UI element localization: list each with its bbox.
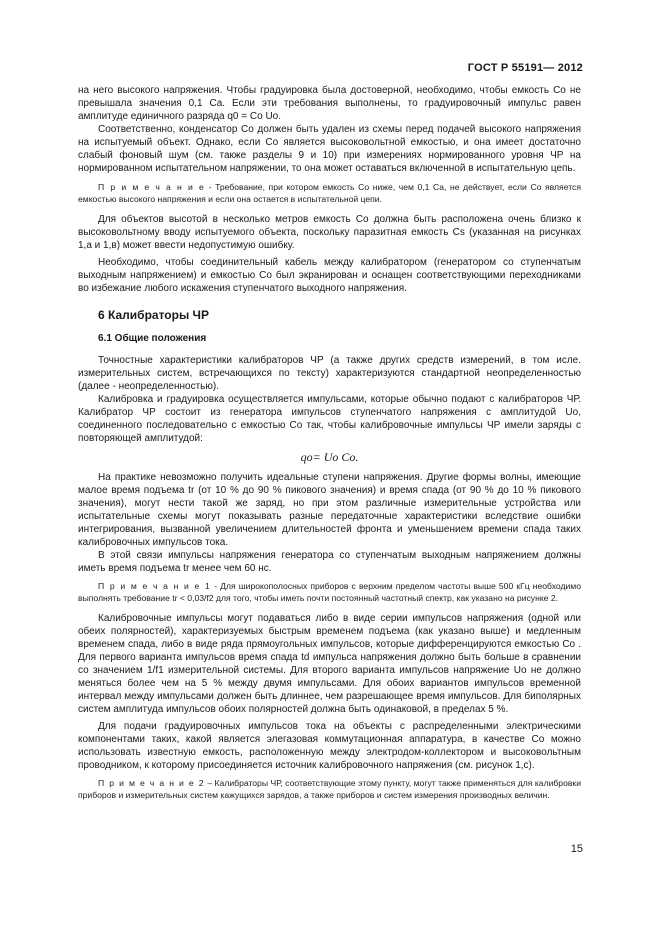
- note-label: П р и м е ч а н и е 2: [98, 778, 205, 788]
- paragraph: Точностные характеристики калибраторов ЧР (а также других средств измерений, в том исле. измерительных систем, встречающихся по тексту) характеризуются стандартной неопределенностью (далее - неопределенностью).: [78, 355, 581, 392]
- note: [78, 778, 581, 801]
- page-number: 15: [570, 843, 583, 855]
- paragraph: Необходимо, чтобы соединительный кабель между калибратором (генератором со ступенчатым выходным напряжением) и емкостью Cо был экранирован и оснащен соответствующими переходниками во избежание любого искажения ступенчатого выходного напряжения.: [78, 257, 581, 294]
- note-text: - Требование, при котором емкость Co ниже, чем 0,1 Ca, не действует, если Co является емкостью высокого напряжения и если она остается в испытательной цепи.: [78, 182, 581, 204]
- note-text: – Калибраторы ЧР, соответствующие этому пункту, могут также применяться для калибровки приборов и измерительных систем кажущихся зарядов, а также приборов и систем измерения производных величин.: [78, 778, 581, 800]
- note-label: П р и м е ч а н и е 1: [98, 581, 212, 591]
- formula: qо= Uо Cо.: [300, 450, 359, 464]
- note: [78, 581, 581, 604]
- standard-header: ГОСТ Р 55191— 2012: [467, 62, 583, 74]
- paragraph: на него высокого напряжения. Чтобы градуировка была достоверной, необходимо, чтобы емкость Cо не превышала значения 0,1 Cа. Если эти требования выполнены, то градуировочный импульс равен амплитуде единичного разряда q0 = Cо Uо.: [78, 85, 581, 122]
- paragraph: Для объектов высотой в несколько метров емкость Cо должна быть расположена очень близко к высоковольтному вводу испытуемого объекта, поскольку паразитная емкость Cs (указанная на рисунках 1,а и 1,в) может ввести недопустимую ошибку.: [78, 214, 581, 251]
- note: [78, 182, 581, 205]
- paragraph: Калибровка и градуировка осуществляется импульсами, которые обычно подают с калибраторов ЧР. Калибратор ЧР состоит из генератора импульсов ступенчатого напряжения с амплитудой Uо, соединенного последовательно с емкостью Cо так, чтобы калибровочные импульсы ЧР имели заряды с повторяющей амплитудой:: [78, 394, 581, 444]
- paragraph: В этой связи импульсы напряжения генератора со ступенчатым выходным напряжением должны иметь время подъема tr менее чем 60 нс.: [78, 550, 581, 574]
- section-title: 6 Калибраторы ЧР: [98, 308, 209, 322]
- paragraph: Калибровочные импульсы могут подаваться либо в виде серии импульсов напряжения (одной или обеих полярностей), характеризуемых быстрым временем подъема (как указано выше) и медленным временем спада, либо в виде ряда прямоугольных импульсов, которые дифференцируются емкостью Cо . Для первого варианта импульсов время спада td импульса напряжения должно быть больше в сравнении со значением 1/f1 измерительной системы. Для второго варианта импульсов напряжение Uо не должно меняться более чем на 5 % между двумя импульсами. Для обоих вариантов импульсов временной интервал между импульсами должен быть длиннее, чем разрешающее время импульсов. Для биполярных систем амплитуда импульсов обоих полярностей должна быть одинаковой, в пределах 5 %.: [78, 613, 581, 715]
- note-label: П р и м е ч а н и е: [98, 182, 206, 192]
- paragraph: Соответственно, конденсатор Cо должен быть удален из схемы перед подачей высокого напряжения на испытуемый объект. Однако, если Cо является высоковольтной емкостью, и она имеет достаточно слабый фоновый шум (см. также разделы 9 и 10) при измерениях нормированного уровня ЧР на нормированном испытательном напряжении, то она может оставаться включенной в испытательную цепь.: [78, 124, 581, 174]
- document-body: [78, 84, 581, 801]
- paragraph: На практике невозможно получить идеальные ступени напряжения. Другие формы волны, имеющие малое время подъема tr (от 10 % до 90 % пикового значения) и время спада (от 90 % до 10 % пикового значения), могут нести такой же заряд, но при этом различные измерительные устройства или испытательные схемы могут показывать разные передаточные характеристики вследствие ошибки интегрирования, вызванной увеличением длительностей фронта и уменьшением времени спада таких калибровочных импульсов тока.: [78, 472, 581, 548]
- paragraph: Для подачи градуировочных импульсов тока на объекты с распределенными электрическими компонентами таких, какой является элегазовая коммутационная аппаратура, в качестве Cо можно использовать известную емкость, расположенную между электродом-коллектором и высоковольтным проводником, к которому присоединяется источник калибровочного напряжения (см. рисунок 1,c).: [78, 721, 581, 771]
- note-text: - Для широкополосных приборов с верхним пределом частоты выше 500 кГц необходимо выполнять требование tr < 0,03/f2 для того, чтобы иметь почти постоянный частотный спектр, как указано на рисунке 2.: [78, 581, 581, 603]
- subsection-title: 6.1 Общие положения: [98, 333, 207, 344]
